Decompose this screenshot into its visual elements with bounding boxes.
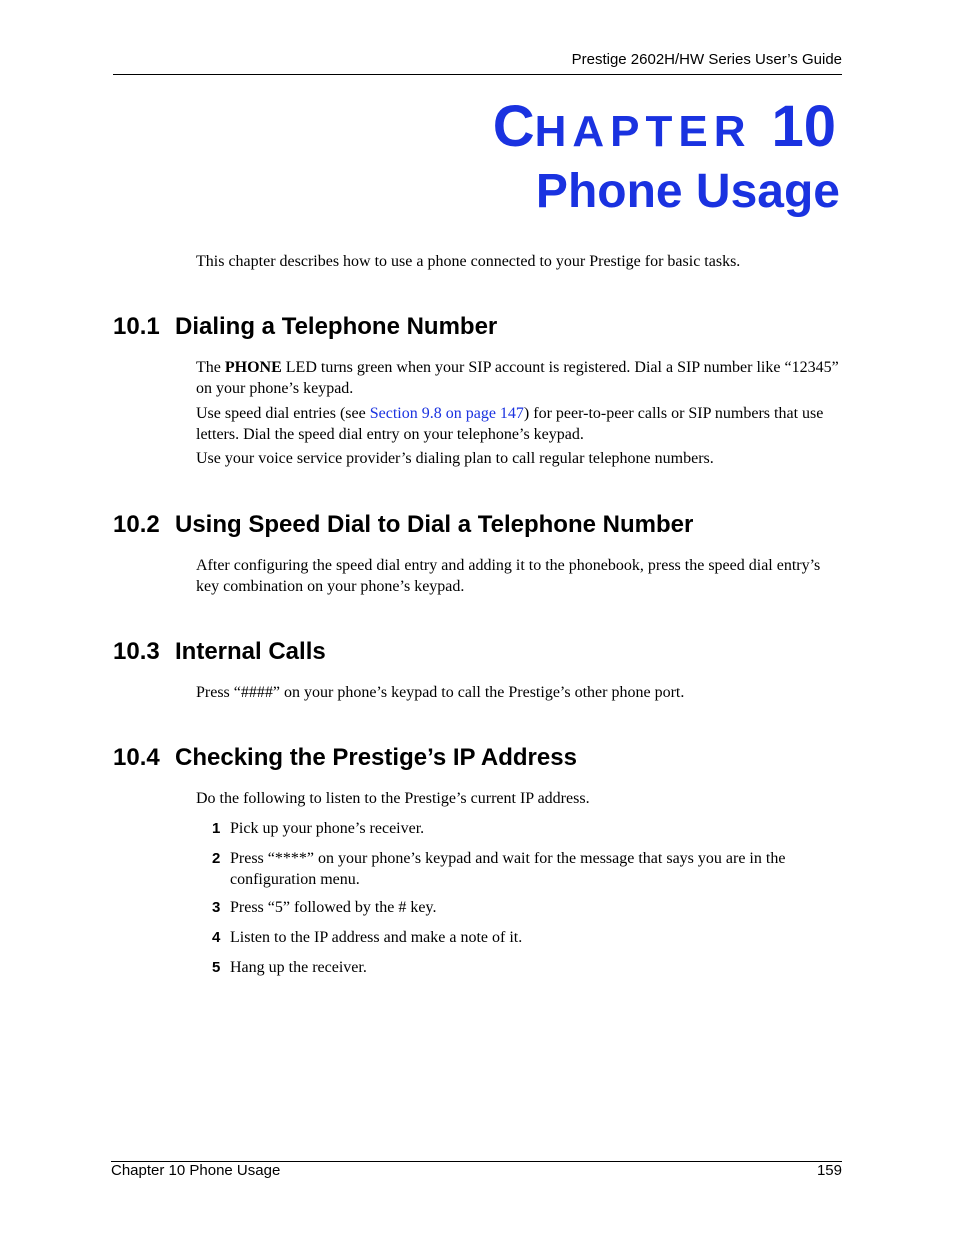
step-number: 1 bbox=[212, 820, 221, 837]
section-title: Dialing a Telephone Number bbox=[175, 313, 498, 340]
step-number: 5 bbox=[212, 959, 221, 976]
footer-chapter-label: Chapter 10 Phone Usage bbox=[111, 1162, 281, 1179]
page-number: 159 bbox=[816, 1162, 842, 1179]
section-heading-10-4 bbox=[113, 744, 577, 772]
header-rule bbox=[113, 74, 842, 75]
section-10-2-paragraph: After configuring the speed dial entry and adding it to the phonebook, press the speed dial entry’s key combination on your phone’s keypad. bbox=[196, 557, 821, 595]
text-run: LED turns green when your SIP account is registered. Dial a SIP number like “12345” on your phone’s keypad. bbox=[196, 359, 839, 397]
section-10-1-paragraph-3: Use your voice service provider’s dialing plan to call regular telephone numbers. bbox=[196, 450, 714, 467]
section-heading-10-3 bbox=[113, 638, 326, 666]
section-10-4-paragraph: Do the following to listen to the Prestige’s current IP address. bbox=[196, 790, 590, 807]
list-item-step-2 bbox=[212, 848, 852, 890]
section-number: 10.1 bbox=[113, 313, 160, 340]
section-9-8-link[interactable]: Section 9.8 on page 147 bbox=[369, 405, 524, 422]
list-item-step-1 bbox=[212, 818, 852, 839]
list-item-step-4 bbox=[212, 927, 852, 948]
section-10-3-paragraph: Press “####” on your phone’s keypad to call the Prestige’s other phone port. bbox=[196, 684, 685, 701]
text-run: ) for peer-to-peer calls or SIP numbers that use letters. Dial the speed dial entry on your telephone’s keypad. bbox=[196, 405, 824, 443]
step-text: Press “5” followed by the # key. bbox=[230, 899, 437, 916]
chapter-number: 10 bbox=[771, 94, 836, 159]
text-run: The bbox=[196, 359, 225, 376]
list-item-step-5 bbox=[212, 957, 852, 978]
step-text: Pick up your phone’s receiver. bbox=[230, 820, 425, 837]
section-number: 10.2 bbox=[113, 511, 160, 538]
section-title: Internal Calls bbox=[175, 638, 326, 665]
intro-paragraph: This chapter describes how to use a phone connected to your Prestige for basic tasks. bbox=[196, 253, 741, 270]
section-heading-10-2 bbox=[113, 511, 693, 539]
section-number: 10.4 bbox=[113, 744, 160, 771]
text-run: Use speed dial entries (see bbox=[196, 405, 370, 422]
step-number: 3 bbox=[212, 899, 221, 916]
step-text: Hang up the receiver. bbox=[230, 959, 367, 976]
chapter-label bbox=[492, 94, 836, 159]
section-number: 10.3 bbox=[113, 638, 160, 665]
step-number: 4 bbox=[212, 929, 221, 946]
chapter-label-initial: C bbox=[492, 94, 535, 159]
section-10-1-paragraph-2 bbox=[196, 403, 846, 445]
list-item-step-3 bbox=[212, 897, 852, 918]
running-header: Prestige 2602H/HW Series User’s Guide bbox=[571, 51, 842, 68]
section-heading-10-1 bbox=[113, 313, 497, 341]
phone-led-label: PHONE bbox=[224, 359, 282, 376]
step-text: Listen to the IP address and make a note of it. bbox=[230, 929, 523, 946]
section-title: Using Speed Dial to Dial a Telephone Number bbox=[175, 511, 694, 538]
section-10-1-paragraph-1 bbox=[196, 357, 846, 399]
section-title: Checking the Prestige’s IP Address bbox=[175, 744, 577, 771]
chapter-label-rest: HAPTER bbox=[534, 107, 752, 156]
chapter-title: Phone Usage bbox=[535, 165, 840, 218]
step-number: 2 bbox=[212, 850, 221, 867]
step-text: Press “****” on your phone’s keypad and wait for the message that says you are in the configuration menu. bbox=[230, 850, 786, 888]
